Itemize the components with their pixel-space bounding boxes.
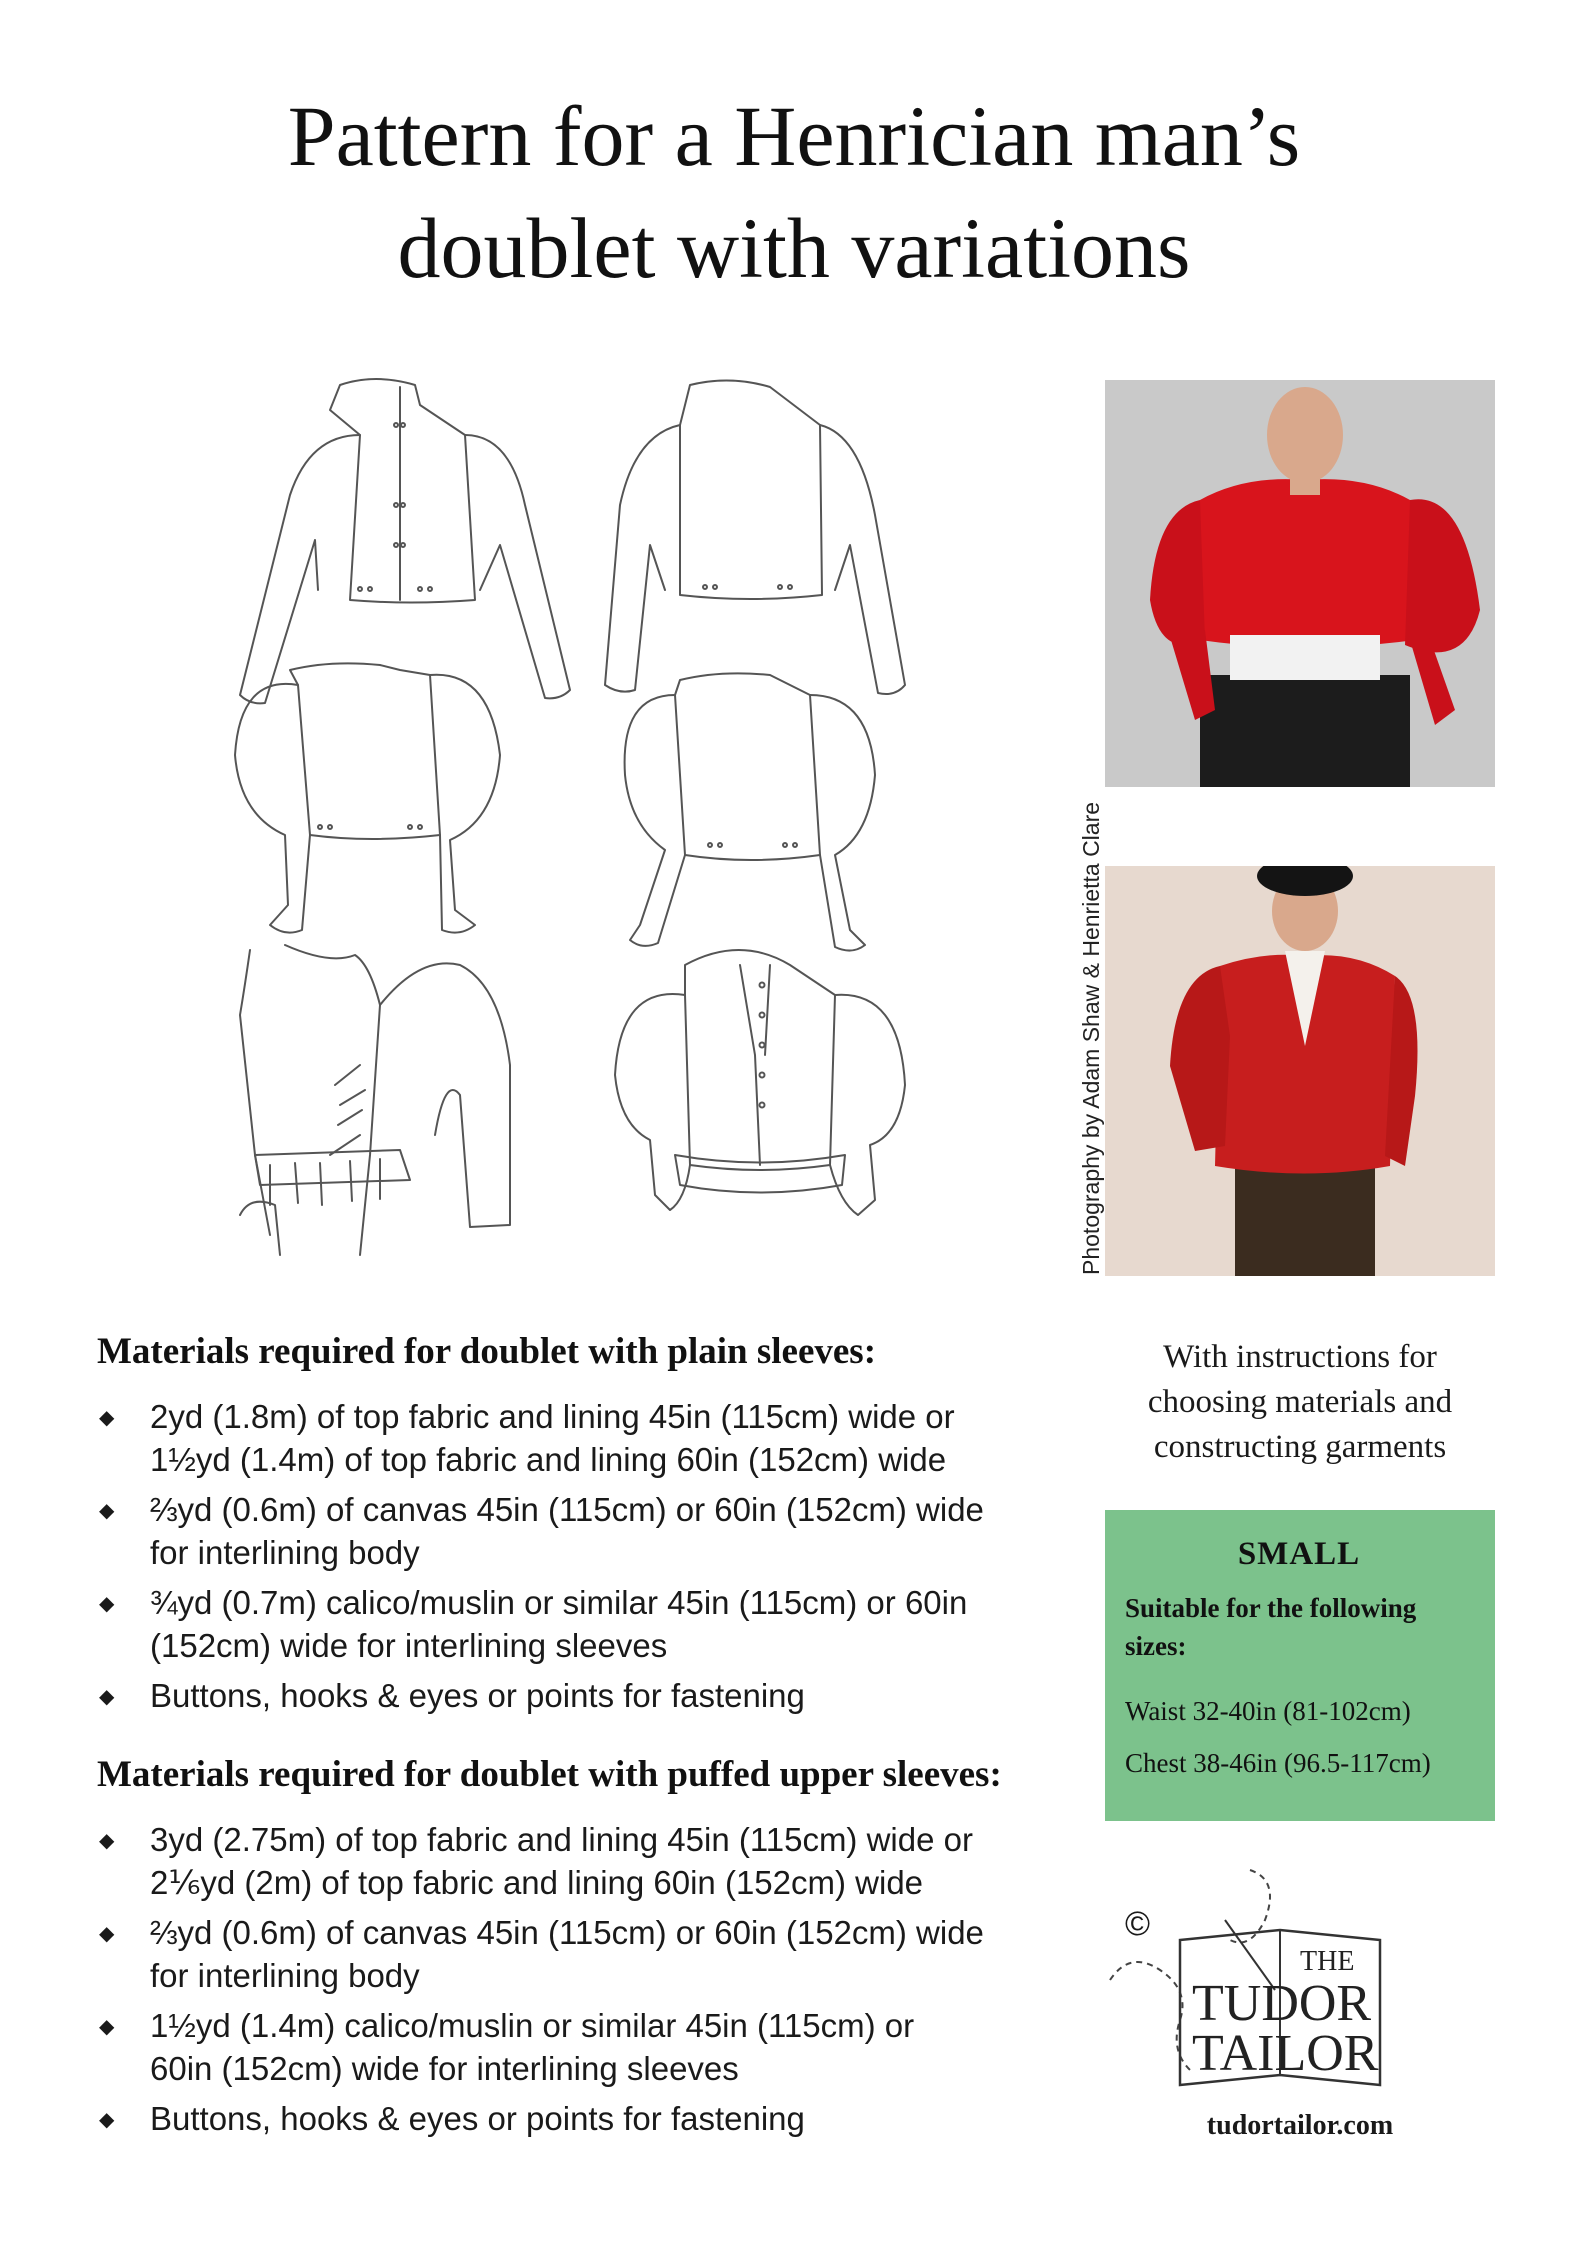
bullet-icon: ◆ (99, 2109, 115, 2131)
size-subtitle: Suitable for the following sizes: (1125, 1593, 1417, 1661)
size-waist: Waist 32-40in (81-102cm) (1125, 1696, 1411, 1726)
materials-list-plain-sleeves (97, 1395, 1057, 1724)
sketch-front-puffed-sleeves (625, 673, 875, 950)
bullet-icon: ◆ (99, 1830, 115, 1852)
logo-tudor: TUDOR (1192, 1975, 1372, 2032)
title-line-2: doublet with variations (397, 200, 1191, 296)
photo-credit: Photography by Adam Shaw & Henrietta Clare (1078, 801, 1104, 1275)
logo-the: THE (1300, 1946, 1355, 1977)
bullet-icon: ◆ (99, 2016, 115, 2038)
size-box (1105, 1510, 1495, 1821)
photo-red-buttoned-doublet (1105, 866, 1495, 1276)
doublet-sketches (210, 365, 930, 1260)
materials-list-puffed-sleeves (97, 1818, 1057, 2147)
bullet-icon: ◆ (99, 1500, 115, 1522)
sketch-back-puffed-sleeves (235, 663, 500, 932)
bullet-icon: ◆ (99, 1407, 115, 1429)
page-title (0, 80, 1588, 304)
bullet-icon: ◆ (99, 1686, 115, 1708)
list-item: ◆ 1½yd (1.4m) calico/muslin or similar 45in (115cm) or 60in (152cm) wide for interlining sleeves (99, 2007, 915, 2087)
list-item: ◆ 2yd (1.8m) of top fabric and lining 45in (115cm) wide or 1½yd (1.4m) of top fabric and lining 60in (152cm) wide (99, 1398, 955, 1478)
list-item: ◆ 3yd (2.75m) of top fabric and lining 45in (115cm) wide or 2⅙yd (2m) of top fabric and lining 60in (152cm) wide (99, 1821, 973, 1901)
size-title: SMALL (1237, 1536, 1361, 1572)
bullet-icon: ◆ (99, 1593, 115, 1615)
list-item: ◆ Buttons, hooks & eyes or points for fastening (97, 1674, 1057, 1717)
sketch-front-buttoned-puffed (615, 950, 905, 1215)
copyright-symbol: © (1125, 1905, 1151, 1943)
photo-red-puffed-doublet (1105, 380, 1495, 787)
title-line-1: Pattern for a Henrician man’s (287, 88, 1301, 184)
section-heading-plain-sleeves: Materials required for doublet with plain sleeves: (97, 1331, 877, 1372)
logo-tailor: TAILOR (1192, 2025, 1379, 2082)
section-heading-puffed-sleeves: Materials required for doublet with puffed upper sleeves: (97, 1754, 1002, 1795)
instructions-note: With instructions for choosing materials and constructing garments (1147, 1339, 1453, 1465)
list-item: ◆ ¾yd (0.7m) calico/muslin or similar 45in (115cm) or 60in (152cm) wide for interlining sleeves (99, 1584, 968, 1664)
sketch-back-plain-sleeves (605, 380, 905, 694)
tudor-tailor-logo (1100, 1860, 1440, 2110)
list-item: ◆ ⅔yd (0.6m) of canvas 45in (115cm) or 60in (152cm) wide for interlining body (99, 1914, 984, 1994)
bullet-icon: ◆ (99, 1923, 115, 1945)
list-item: ◆ ⅔yd (0.6m) of canvas 45in (115cm) or 60in (152cm) wide for interlining body (99, 1491, 984, 1571)
sketch-laced-side (240, 945, 510, 1255)
list-item: ◆ Buttons, hooks & eyes or points for fastening (97, 2097, 1057, 2140)
size-chest: Chest 38-46in (96.5-117cm) (1125, 1748, 1431, 1778)
sketch-front-plain-sleeves (240, 379, 570, 703)
website-url: tudortailor.com (1206, 2110, 1394, 2141)
